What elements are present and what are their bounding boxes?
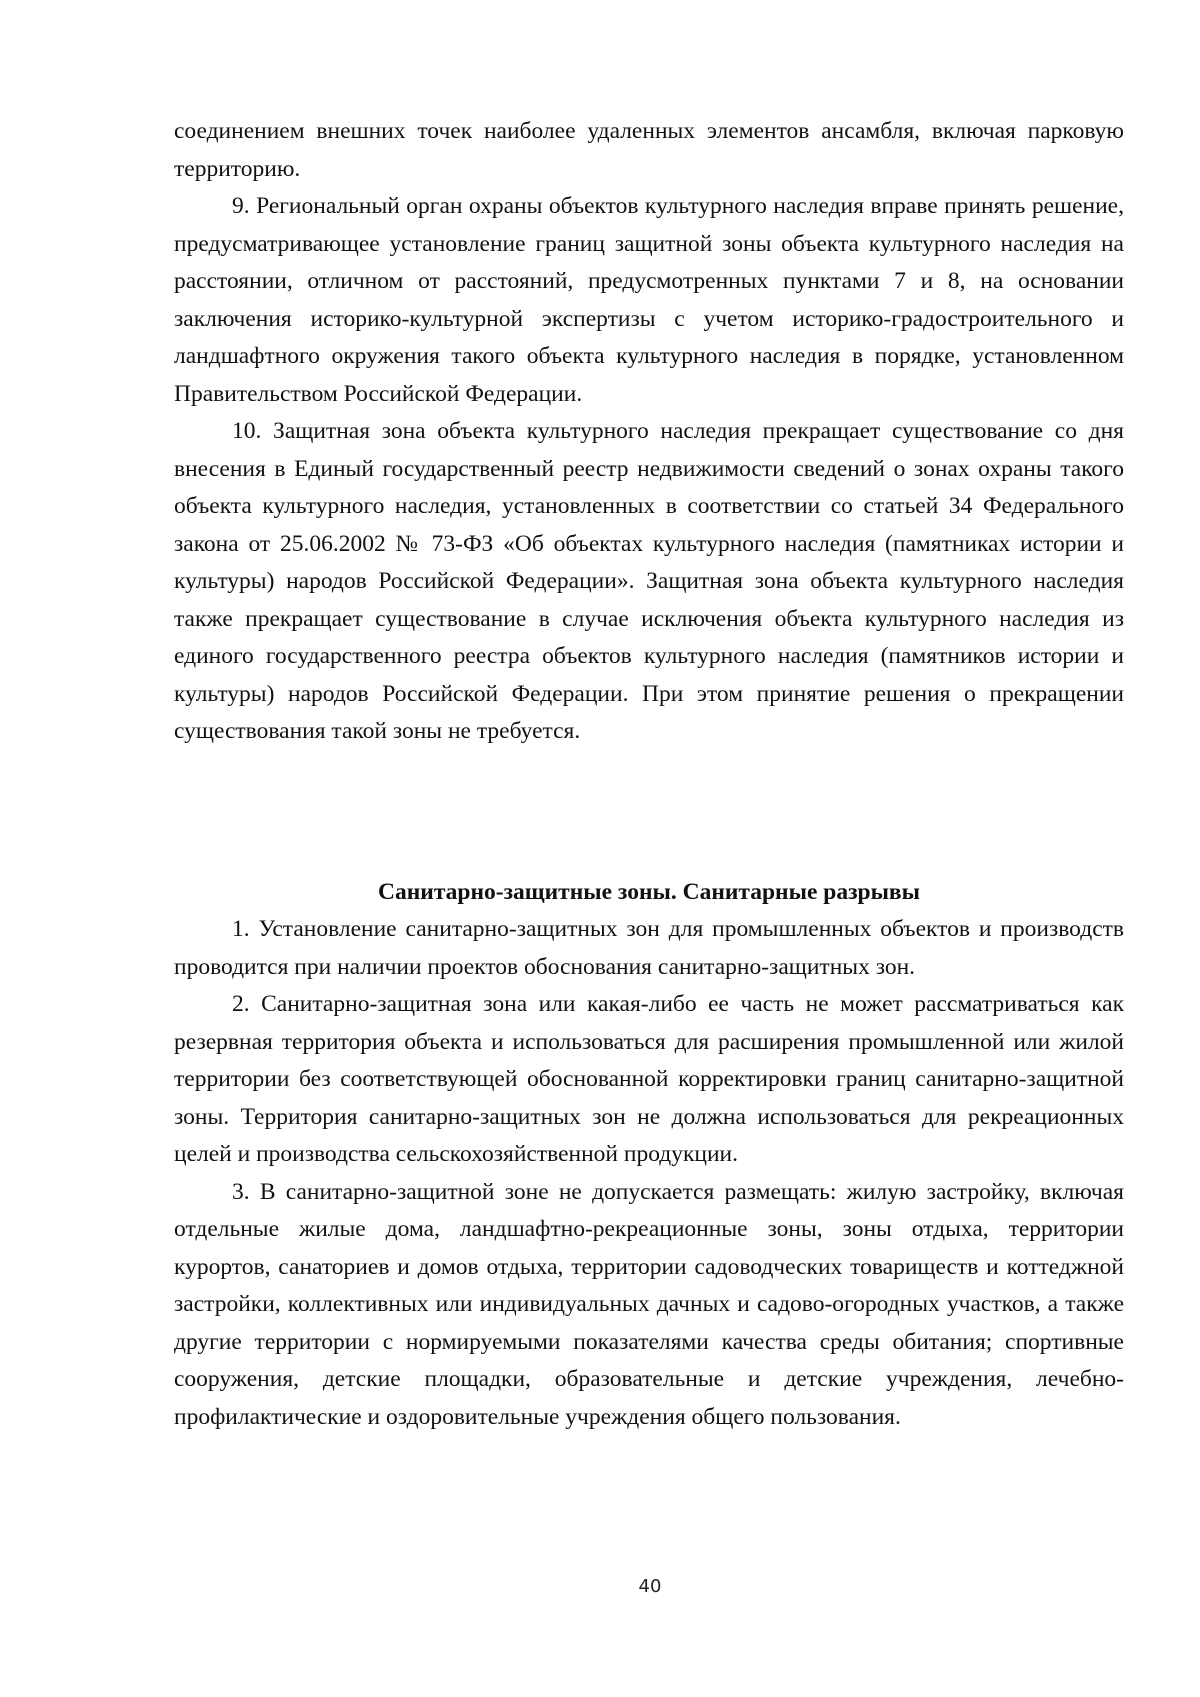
paragraph-continuation: соединением внешних точек наиболее удаленных элементов ансамбля, включая парковую территорию. [174,118,1124,182]
section-paragraph-1: 1. Установление санитарно-защитных зон для промышленных объектов и производств проводится при наличии проектов обоснования санитарно-защитных зон. [174,916,1124,980]
body-text-section [174,911,1124,1436]
body-text-top [174,113,1124,751]
page-number: 40 [638,1576,662,1597]
paragraph-item-10: 10. Защитная зона объекта культурного наследия прекращает существование со дня внесения в Единый государственный реестр недвижимости сведений о зонах охраны такого объекта культурного наследия, установленных в соответствии со статьей 34 Федерального закона от 25.06.2002 № 73-ФЗ «Об объектах культурного наследия (памятниках истории и культуры) народов Российской Федерации». Защитная зона объекта культурного наследия также прекращает существование в случае исключения объекта культурного наследия из единого государственного реестра объектов культурного наследия (памятников истории и культуры) народов Российской Федерации. При этом принятие решения о прекращении существования такой зоны не требуется. [174,418,1124,744]
section-paragraph-2: 2. Санитарно-защитная зона или какая-либо ее часть не может рассматриваться как резервная территория объекта и использоваться для расширения промышленной или жилой территории без соответствующей обоснованной корректировки границ санитарно-защитной зоны. Территория санитарно-защитных зон не должна использоваться для рекреационных целей и производства сельскохозяйственной продукции. [174,991,1124,1167]
section-paragraph-3: 3. В санитарно-защитной зоне не допускается размещать: жилую застройку, включая отдельные жилые дома, ландшафтно-рекреационные зоны, зоны отдыха, территории курортов, санаториев и домов отдыха, территории садоводческих товариществ и коттеджной застройки, коллективных или индивидуальных дачных и садово-огородных участков, а также другие территории с нормируемыми показателями качества среды обитания; спортивные сооружения, детские площадки, образовательные и детские учреждения, лечебно-профилактические и оздоровительные учреждения общего пользования. [174,1178,1124,1430]
section-heading: Санитарно-защитные зоны. Санитарные разрывы [378,879,920,905]
paragraph-item-9: 9. Региональный орган охраны объектов культурного наследия вправе принять решение, предусматривающее установление границ защитной зоны объекта культурного наследия на расстоянии, отличном от расстояний, предусмотренных пунктами 7 и 8, на основании заключения историко-культурной экспертизы с учетом историко-градостроительного и ландшафтного окружения такого объекта культурного наследия в порядке, установленном Правительством Российской Федерации. [174,193,1124,407]
